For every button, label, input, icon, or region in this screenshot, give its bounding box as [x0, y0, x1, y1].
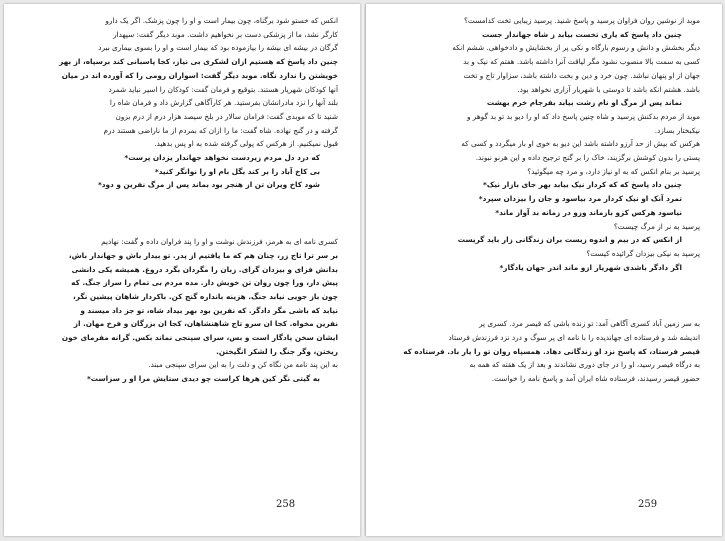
text-line: به سر زمین آباد کسری آگاهی آمد: تو زنده باشی که قیصر مرد. کسری پر [478, 319, 700, 329]
verse-line: بی کاخ آباد را بر کند بگل بام او را نوانگر کنید* [154, 166, 320, 176]
text-line: به درگاه قیصر رسید، او را در جای دوری نشاندند و بعد از یک هفته که همه به [469, 360, 700, 370]
verse-line: تمرد آنک او نیک کردار مرد بیاسود و جان را بیزدان سپرد* [478, 194, 682, 204]
text-line: نیکبختار بسازد. [654, 125, 700, 135]
verse-line: که درد دل مردم زیردست نخواهد جهاندار یزدان پرست* [124, 153, 320, 163]
paragraph-gap [388, 290, 700, 301]
paragraph-gap [26, 208, 338, 219]
text-line: نیابد که باشی مگر دادگر. که نفرین بود بهر بیداد شاه، تو جز داد میسند و [80, 305, 338, 315]
left-page-number: 258 [276, 499, 296, 510]
verse-line: به گیتی نگر کین هرها کراست چو دیدی ستایش مرا او ر سزاست* [86, 374, 320, 384]
text-line: نفرین مخواه. کجا ان سرو تاج شاهنشاهان، کجا ان بزرگان و فرخ مهان. از [73, 319, 338, 329]
text-line: قیصر فرستاد، که پاسخ نزد او زندگانی دهاد. همسپاه روان تو را یار باد. فرستاده که [403, 346, 700, 356]
text-line: کارگر نشد، ما از پزشکی دست بر نخواهیم داشت. موبد دیگر گفت: سپهدار [113, 29, 338, 39]
text-line: آنها کودکان شهریار هستند. بتوقیع و فرمان گفت: کودکان را اسیر نباید شمرد [108, 84, 338, 94]
verse-line: نماند پس از مرگ او نام زشت بیابد بفرجام خرم بهشت [486, 98, 682, 108]
text-line: خویشتن را ندارد نگاه. موبد دیگر گفت: اسواران رومی را که آورده اند در میان [61, 70, 338, 80]
text-line: حضور قیصر رسیدند، فرستاده شاه ایران آمد و پاسخ نامه را خواست. [491, 374, 700, 384]
text-line: دیگر بخشش و دانش و رسوم بارگاه و نکی پر از بخشایش و دادخواهی. ششم انکه [452, 43, 700, 53]
left-page-text [26, 14, 338, 386]
text-line: ریختن، وگر جنگ را لشکر انگیختن. [216, 346, 338, 356]
text-line: چون باز جویی نیابد جنگ. هزینه بانداره گنج کن. باکردار شاهان پیشین نگر، [73, 291, 338, 301]
text-line: پستی را بدون کوشش برگزیند، خاک را بر گنج ترجیح داده و این هرنو نبوند. [475, 153, 700, 163]
text-line: بلند آنها را نزد مادرانشان بفرستید. هر کارآگاهی گزارش داد و فرمان شاه را [109, 98, 338, 108]
verse-line: چنین داد پاسخ که که کردار نیک بیابد بهر جای بازار نیک* [483, 180, 682, 190]
left-page [4, 4, 360, 536]
text-line: پیش دار، ورا چون روان تن خویش دار. مده مردم بی تمام را سراز جنگ. که [71, 278, 338, 288]
text-line: بدانش فزای و بیزدان گرای. زبان را مگردان بگرد دروغ. همیشه یکی دانشی [71, 264, 338, 274]
text-line: موبد از نوشین روان فراوان پرسید و پاسخ شنید. پرسید زیبایی تخت کدامست؟ [464, 16, 700, 25]
text-line: هرکس که بیش از حد آرزو داشته باشد این دیو به خوی او بار میگردد و کسی که [461, 139, 700, 149]
right-page [366, 4, 722, 536]
text-line: موبد از مردم بدکنش پرسید و شاه چنین پاسخ داد که او را دیو بد تو بد گوهر و [466, 111, 700, 121]
text-line: شنید تا که موبدی گفت: فرامان سالار در بلخ سیصد هزار درم از درم بزون [115, 111, 338, 121]
text-line: ایشان سخن یادگار است و بس، سرای سپنجی نماند بکس. گرانه مفرمای خون [61, 333, 338, 343]
right-page-number: 259 [638, 499, 658, 510]
right-page-text [388, 14, 700, 386]
text-line: به این پند نامه من نگاه کن و دلت را به این سرای سپنجی مبند. [148, 360, 338, 370]
verse-line: نیاسود هرکس کزو بازماند وزو در زمانه بد آواز ماند* [495, 207, 682, 217]
text-line: گرفته و در گنج نهاده. شاه گفت: ما را ازان که بمردم از ما ناراضی هستند درم [103, 125, 338, 135]
text-line: جهان از او پنهان نباشد. چون خرد و دین و بخت داشته باشد، سزاوار تاج و تخت [463, 70, 700, 80]
text-line: چنین داد پاسخ که هستیم ازان لشکری بی نیاز، کجا پاسبانی کند برسپاه، از بهر [59, 57, 338, 67]
text-line: کسی به سمت بالا منصوب نشود مگر لیاقت آنرا داشته باشد. هفتم که نیک و بد [463, 57, 700, 67]
verse-line: شود کاخ ویران تن از هنجر بود بماند پس از مرگ نفرین و دود* [97, 180, 320, 190]
text-line: بر سر ترا تاج زر، چنان هم که ما یافتیم از پدر. تو بیدار باش و جهاندار باش، [68, 250, 338, 260]
text-line: اندیشه شد و فرستاده ای جهاندیده را با نامه ای پر سوگ و درد نزد فرزندش فرستاد [448, 333, 700, 343]
text-line: باشد. هشتم انکه باشد تا دوستی با شهریار آزاری نخواهد بود. [517, 84, 700, 94]
text-line: انکس که خستو شود برگناه، چون بیمار است و او را چون پزشک. اگر یک دارو [105, 16, 338, 25]
text-line: پرسید به نیکی بیزدان گرائیده کیست؟ [586, 248, 700, 258]
text-line: پرسید بر بنام انکس که به او نیاز دارد، و مرد چه میگوئید؟ [527, 166, 700, 176]
text-line: کسری نامه ای به هرمز، فرزندش نوشت و او را پند فراوان داده و گفت: نهادیم [101, 237, 338, 247]
text-line: گرگان در بیشه ای بیشه را بیازموده بود که بیمار است و او را بسوی بیماری ببرد [98, 43, 338, 53]
verse-line: از انکس که در بیم و اندوه زیست بران زندگانی زار باید گریست [457, 235, 682, 245]
text-line: پرسید به نر از مرگ چیست؟ [613, 221, 700, 231]
verse-line: چنین داد پاسخ که یاری تخست بیابد ز شاه جهاندار جست [482, 29, 682, 39]
text-line: قبول نمیکنیم. از هرکس که پولی گرفته شده به او پس بدهید. [154, 139, 338, 149]
verse-line: اگر دادگر باشدی شهریار ازو ماند اندر جهان یادگار* [499, 262, 682, 272]
